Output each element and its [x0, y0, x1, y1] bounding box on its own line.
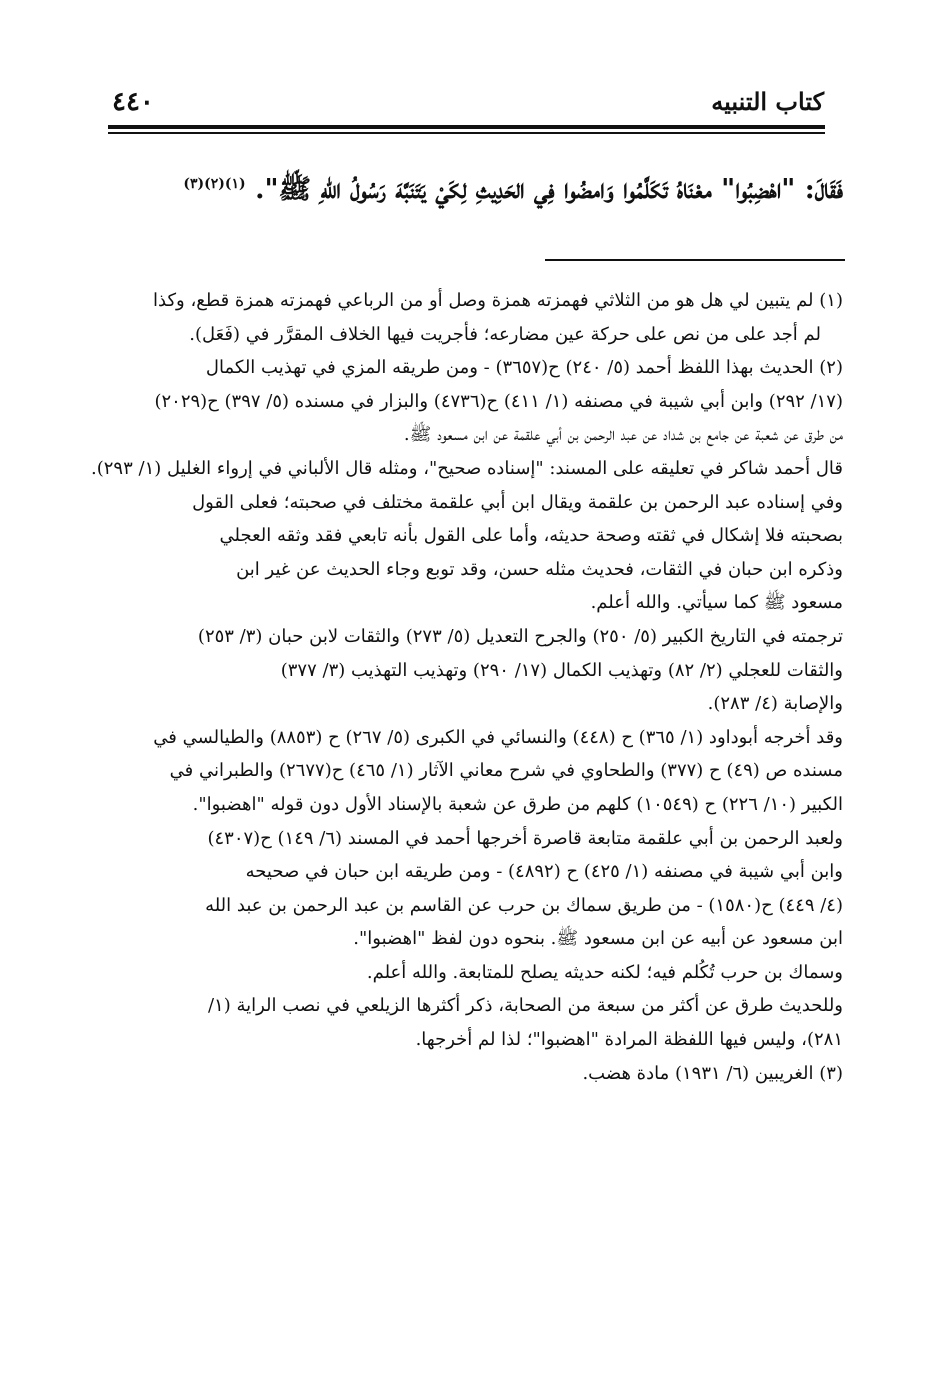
footnote-line: وللحديث طرق عن أكثر من سبعة من الصحابة، ذكر أكثرها الزيلعي في نصب الراية (١/	[207, 995, 843, 1017]
main-text-body: فَقَالَ: "اهْضِبُوا" معْنَاهُ تَكَلَّمُوا وَامضُوا فِي الحَدِيثِ لِكَيْ يَتَنَبَّهَ رَسُولُ اللّٰهِ ﷺ".	[255, 174, 843, 205]
footnote-line: (٤/ ٤٤٩) ح(١٥٨٠) - من طريق سماك بن حرب عن القاسم بن عبد الرحمن بن عبد الله	[205, 894, 843, 916]
footnote-line: والإصابة (٤/ ٢٨٣).	[707, 693, 843, 715]
footnote-line: ولعبد الرحمن بن أبي علقمة متابعة قاصرة أخرجها أحمد في المسند (٦/ ١٤٩) ح(٤٣٠٧)	[207, 827, 843, 849]
footnote-line: قال أحمد شاكر في تعليقه على المسند: "إسناده صحيح"، ومثله قال الألباني في إرواء الغليل (١/ ٢٩٣).	[91, 457, 843, 479]
footnote-line: بصحبته فلا إشكال في ثقته وصحة حديثه، وأما على القول بأنه تابعي فقد وثقه العجلي	[219, 525, 843, 547]
book-title: كتاب التنبيه	[711, 87, 824, 116]
footnote-line: وفي إسناده عبد الرحمن بن علقمة ويقال ابن أبي علقمة مختلف في صحبته؛ فعلى القول	[192, 491, 843, 513]
main-text	[103, 160, 843, 214]
page-header	[112, 86, 824, 122]
footnotes	[91, 284, 843, 1090]
footnote-line: (١) لم يتبين لي هل هو من الثلاثي فهمزته همزة وصل أو من الرباعي فهمزته همزة قطع، وكذا	[153, 290, 843, 311]
footnote-line: (٢) الحديث بهذا اللفظ أحمد (٥/ ٢٤٠) ح(٣٦٥٧) - ومن طريقه المزي في تهذيب الكمال	[205, 357, 843, 379]
footnote-line: وابن أبي شيبة في مصنفه (١/ ٤٢٥) ح (٤٨٩٢) - ومن طريقه ابن حبان في صحيحه	[245, 861, 843, 883]
header-rule-thin	[108, 132, 825, 134]
footnote-ref-3: (٣)	[183, 176, 205, 192]
header-rule-thick	[108, 125, 825, 129]
page-number: ٤٤٠	[112, 87, 154, 117]
footnote-line: مسعود ﷺ كما سيأتي. والله أعلم.	[590, 592, 843, 614]
footnote-line: ابن مسعود عن أبيه عن ابن مسعود ﷺ. بنحوه دون لفظ "اهضبوا".	[353, 928, 843, 950]
footnote-ref-1: (١)	[224, 176, 246, 192]
footnote-line: وقد أخرجه أبوداود (١/ ٣٦٥) ح (٤٤٨) والنسائي في الكبرى (٥/ ٢٦٧) ح (٨٨٥٣) والطيالسي في	[153, 726, 843, 748]
footnote-line: من طرق عن شعبة عن جامع بن شداد عن عبد الرحمن بن أبي علقمة عن ابن مسعود ﷺ.	[403, 424, 843, 446]
footnote-line: والثقات للعجلي (٢/ ٨٢) وتهذيب الكمال (١٧/ ٢٩٠) وتهذيب التهذيب (٣/ ٣٧٧)	[280, 659, 843, 681]
footnote-line: (١٧/ ٢٩٢) وابن أبي شيبة في مصنفه (١/ ٤١١) ح(٤٧٣٦) والبزار في مسنده (٥/ ٣٩٧) ح(٢٠٢٩)	[154, 390, 843, 412]
footnote-line: ٢٨١)، وليس فيها اللفظة المرادة "اهضبوا"؛ لذا لم أخرجها.	[415, 1029, 843, 1051]
footnote-ref-2: (٢)	[204, 176, 225, 192]
footnote-line: وسماك بن حرب تُكُلم فيه؛ لكنه حديثه يصلح للمتابعة. والله أعلم.	[366, 961, 843, 983]
footnote-separator	[545, 259, 845, 261]
footnote-line: الكبير (١٠/ ٢٢٦) ح (١٠٥٤٩) كلهم من طرق عن شعبة بالإسناد الأول دون قوله "اهضبوا".	[192, 793, 843, 815]
footnote-line: ترجمته في التاريخ الكبير (٥/ ٢٥٠) والجرح التعديل (٥/ ٢٧٣) والثقات لابن حبان (٣/ ٢٥٣)	[197, 625, 843, 647]
footnote-line: مسنده ص (٤٩) ح (٣٧٧) والطحاوي في شرح معاني الآثار (١/ ٤٦٥) ح(٢٦٧٧) والطبراني في	[169, 760, 843, 782]
footnote-line: لم أجد على من نص على حركة عين مضارعه؛ فأجريت فيها الخلاف المقرَّر في (فَعَل).	[189, 323, 821, 345]
footnote-line: وذكره ابن حبان في الثقات، فحديث مثله حسن، وقد توبع وجاء الحديث عن غير ابن	[236, 558, 843, 580]
footnote-line: (٣) الغريبين (٦/ ١٩٣١) مادة هضب.	[582, 1062, 843, 1084]
